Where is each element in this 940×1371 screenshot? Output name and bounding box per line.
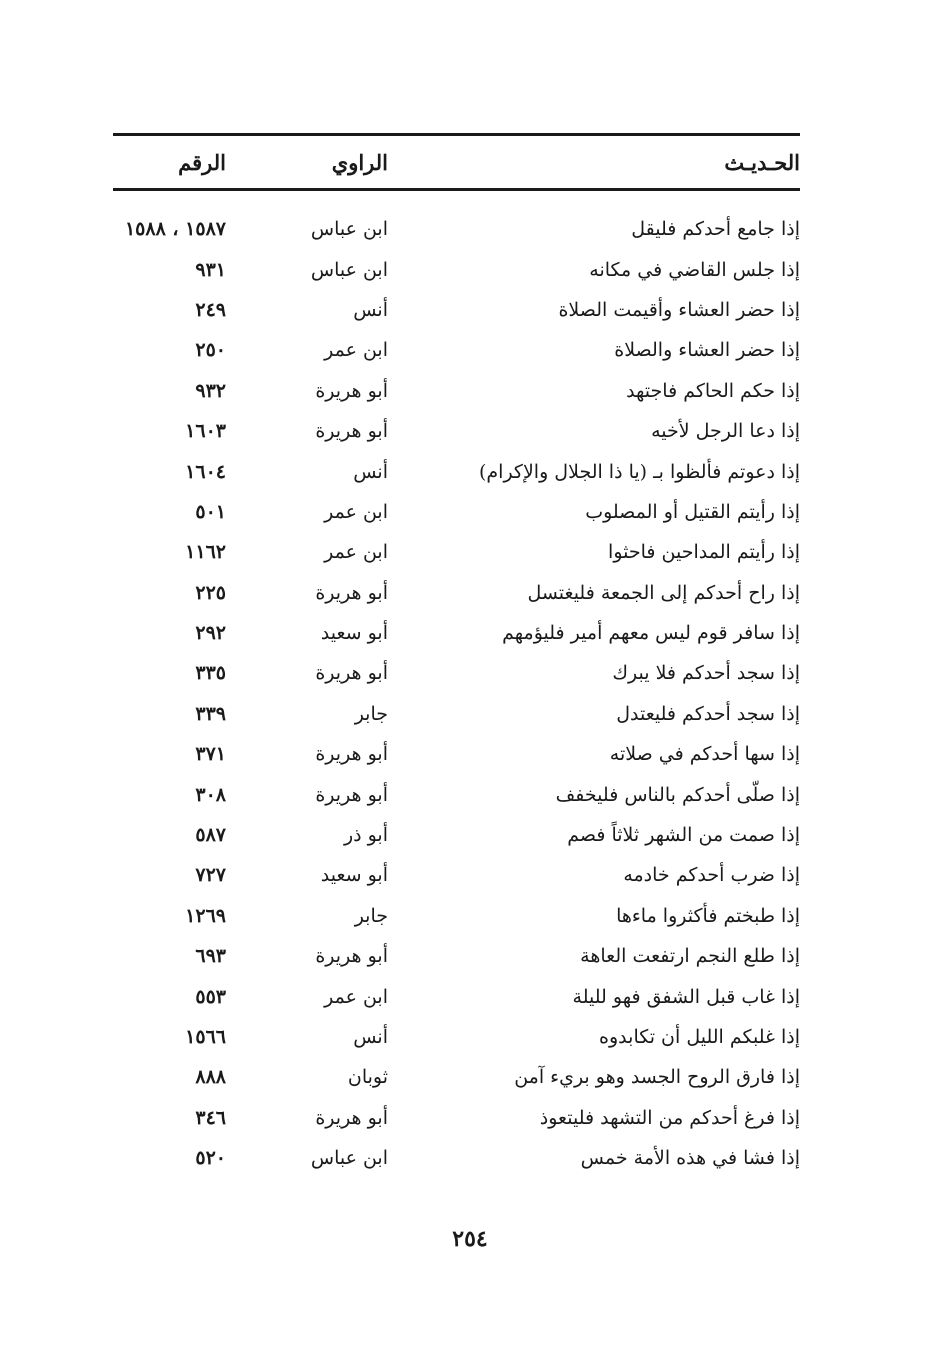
row-rawi: أبو هريرة (315, 743, 388, 766)
table-row (113, 371, 800, 411)
row-number: ٦٩٣ (195, 945, 226, 968)
row-hadith: إذا جامع أحدكم فليقل (631, 218, 800, 241)
row-number: ١٥٦٦ (185, 1026, 226, 1048)
header-rawi: الراوي (331, 149, 388, 175)
row-rawi: أنس (353, 298, 388, 321)
table-row (113, 1138, 800, 1178)
row-rawi: أبو هريرة (315, 945, 388, 968)
table-row (113, 1098, 800, 1138)
row-hadith: إذا دعا الرجل لأخيه (651, 420, 800, 443)
row-number: ١٢٦٩ (185, 904, 226, 927)
row-hadith: إذا رأيتم القتيل أو المصلوب (585, 500, 800, 523)
row-rawi: أنس (353, 1026, 388, 1048)
page-number: ٢٥٤ (452, 1226, 488, 1252)
row-number: ٥٢٠ (195, 1147, 226, 1170)
row-number: ٢٥٠ (195, 339, 226, 362)
row-number: ٥٥٣ (195, 985, 226, 1008)
row-number: ١٦٠٤ (185, 460, 226, 483)
table-row (113, 815, 800, 855)
table-row (113, 653, 800, 693)
table-row (113, 330, 800, 370)
row-hadith: إذا فشا في هذه الأمة خمس (580, 1147, 800, 1170)
row-number: ٣٠٨ (195, 783, 226, 806)
row-number: ٣٣٩ (195, 702, 226, 725)
row-hadith: إذا راح أحدكم إلى الجمعة فليغتسل (527, 581, 800, 604)
row-hadith: إذا فرغ أحدكم من التشهد فليتعوذ (539, 1106, 800, 1129)
table-row (113, 855, 800, 895)
table-row (113, 573, 800, 613)
row-rawi: ابن عمر (324, 339, 388, 362)
row-number: ٨٨٨ (195, 1066, 226, 1089)
hadith-index-table (113, 133, 800, 1178)
table-row (113, 774, 800, 814)
row-hadith: إذا سافر قوم ليس معهم أمير فليؤمهم (502, 622, 800, 645)
row-hadith: إذا ضرب أحدكم خادمه (623, 864, 800, 887)
row-number: ١٥٨٧ ، ١٥٨٨ (124, 218, 226, 241)
row-rawi: أبو ذر (343, 824, 388, 847)
row-hadith: إذا غلبكم الليل أن تكابدوه (599, 1026, 800, 1048)
row-rawi: ابن عباس (310, 1147, 388, 1170)
row-number: ٩٣١ (195, 258, 226, 281)
table-row (113, 451, 800, 491)
row-rawi: ابن عباس (310, 218, 388, 241)
header-hadith: الحـديـث (724, 149, 800, 175)
row-rawi: أبو هريرة (315, 783, 388, 806)
row-hadith: إذا حضر العشاء والصلاة (614, 339, 800, 362)
row-hadith: إذا حضر العشاء وأقيمت الصلاة (558, 298, 800, 321)
row-rawi: أبو سعيد (320, 864, 388, 887)
table-row (113, 290, 800, 330)
table-row (113, 1017, 800, 1057)
row-number: ٩٣٢ (195, 379, 226, 402)
table-body (113, 191, 800, 1178)
table-row (113, 936, 800, 976)
row-hadith: إذا فارق الروح الجسد وهو بريء آمن (514, 1066, 800, 1089)
row-rawi: جابر (354, 702, 388, 725)
table-row (113, 492, 800, 532)
row-rawi: أنس (353, 460, 388, 483)
table-row (113, 209, 800, 249)
row-rawi: ابن عباس (310, 258, 388, 281)
row-hadith: إذا دعوتم فألظوا بـ (يا ذا الجلال والإكرام) (478, 460, 800, 483)
row-rawi: ثوبان (347, 1066, 388, 1089)
table-row (113, 1057, 800, 1097)
table-row (113, 694, 800, 734)
row-hadith: إذا غاب قبل الشفق فهو لليلة (572, 985, 800, 1008)
row-hadith: إذا طلع النجم ارتفعت العاهة (580, 945, 800, 968)
table-row (113, 976, 800, 1016)
header-number: الرقم (178, 149, 226, 175)
row-hadith: إذا صلّى أحدكم بالناس فليخفف (555, 783, 800, 806)
row-rawi: أبو هريرة (315, 420, 388, 443)
row-hadith: إذا سها أحدكم في صلاته (609, 743, 800, 766)
row-rawi: أبو هريرة (315, 379, 388, 402)
row-rawi: أبو هريرة (315, 1106, 388, 1129)
row-rawi: أبو هريرة (315, 662, 388, 685)
row-number: ٧٢٧ (195, 864, 226, 887)
row-number: ٣٣٥ (195, 662, 226, 685)
row-number: ٢٤٩ (195, 298, 226, 321)
row-number: ١١٦٢ (185, 541, 226, 564)
row-rawi: ابن عمر (324, 500, 388, 523)
row-rawi: ابن عمر (324, 541, 388, 564)
row-number: ٥٠١ (195, 500, 226, 523)
row-hadith: إذا صمت من الشهر ثلاثاً فصم (567, 824, 800, 847)
table-row (113, 734, 800, 774)
row-rawi: أبو هريرة (315, 581, 388, 604)
row-number: ٥٨٧ (195, 824, 226, 847)
header-row (113, 136, 800, 188)
row-hadith: إذا طبختم فأكثروا ماءها (616, 904, 800, 927)
row-number: ٢٩٢ (195, 622, 226, 645)
row-rawi: ابن عمر (324, 985, 388, 1008)
row-hadith: إذا سجد أحدكم فلا يبرك (612, 662, 800, 685)
row-number: ١٦٠٣ (185, 420, 226, 443)
table-row (113, 411, 800, 451)
table-row (113, 896, 800, 936)
row-hadith: إذا حكم الحاكم فاجتهد (626, 379, 800, 402)
row-rawi: أبو سعيد (320, 622, 388, 645)
row-hadith: إذا جلس القاضي في مكانه (589, 258, 800, 281)
table-row (113, 532, 800, 572)
row-hadith: إذا رأيتم المداحين فاحثوا (608, 541, 800, 564)
row-number: ٣٧١ (195, 743, 226, 766)
row-rawi: جابر (354, 904, 388, 927)
table-row (113, 613, 800, 653)
table-row (113, 249, 800, 289)
row-hadith: إذا سجد أحدكم فليعتدل (616, 702, 800, 725)
row-number: ٣٤٦ (195, 1106, 226, 1129)
row-number: ٢٢٥ (195, 581, 226, 604)
